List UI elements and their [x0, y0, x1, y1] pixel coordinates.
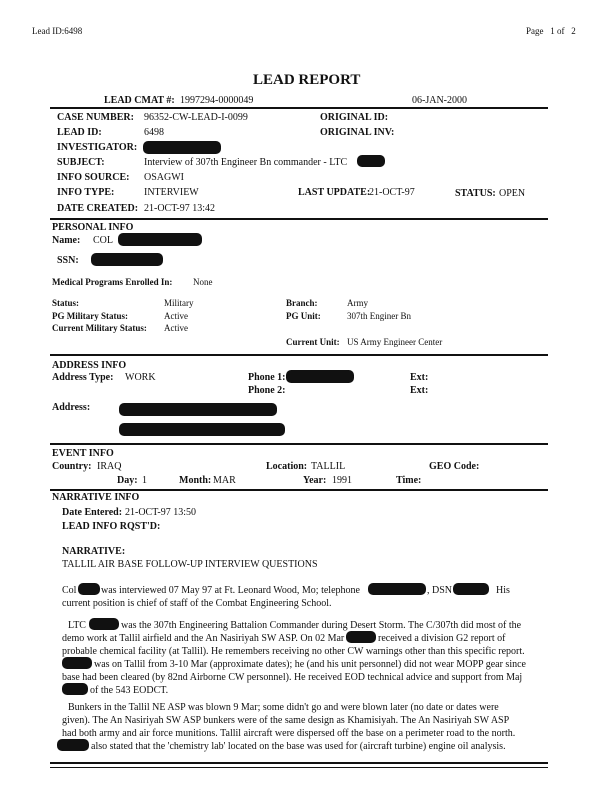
phone1-label: Phone 1: — [248, 372, 286, 383]
branch-label: Branch: — [286, 298, 318, 308]
investigator-label: INVESTIGATOR: — [57, 142, 138, 153]
page-of: of — [557, 26, 565, 36]
p2-maj-redaction — [62, 683, 88, 695]
ssn-redaction — [91, 253, 163, 266]
medical-label: Medical Programs Enrolled In: — [52, 277, 173, 287]
ext1-label: Ext: — [410, 372, 429, 383]
event-info-heading: EVENT INFO — [52, 448, 114, 459]
current-military-label: Current Military Status: — [52, 323, 147, 333]
case-number-label: CASE NUMBER: — [57, 112, 134, 123]
p2-line-g: of the 543 EODCT. — [90, 685, 169, 696]
bottom-rule-2 — [50, 767, 548, 768]
p2-ltc-redaction — [89, 618, 119, 630]
narrative-label: NARRATIVE: — [62, 546, 126, 557]
investigator-redaction — [143, 141, 221, 154]
geo-code-label: GEO Code: — [429, 461, 480, 472]
page-number: 1 — [550, 26, 555, 36]
p1-his: His — [496, 585, 510, 596]
p2-line-c: received a division G2 report of — [378, 633, 506, 644]
p3-line-c: had both army and air force munitions. Tallil aircraft were dispersed off the base on a perimeter road to the north. — [62, 728, 516, 739]
info-type-label: INFO TYPE: — [57, 187, 115, 198]
name-value: COL — [93, 235, 113, 246]
month-label: Month: — [179, 475, 212, 486]
page-label: Page — [526, 26, 544, 36]
rule-event — [50, 489, 548, 491]
p2-line-e-redaction — [62, 657, 92, 669]
address-line1-redaction — [119, 403, 277, 416]
pg-military-value: Active — [164, 311, 188, 321]
p1-line-b: current position is chief of staff of the Combat Engineering School. — [62, 598, 332, 609]
date-created-label: DATE CREATED: — [57, 203, 139, 214]
case-number: 96352-CW-LEAD-I-0099 — [144, 112, 248, 123]
p2-line-a: was the 307th Engineering Battalion Commander during Desert Storm. The C/307th did most of the — [121, 620, 522, 631]
last-update-label: LAST UPDATE: — [298, 187, 371, 198]
lead-id: 6498 — [144, 127, 164, 138]
address-type-value: WORK — [125, 372, 156, 383]
top-rule — [50, 107, 548, 109]
p3-line-a: Bunkers in the Tallil NE ASP was blown 9 Mar; some didn't go and were blown later (no date or dates were — [68, 702, 499, 713]
lead-id-header: Lead ID:6498 — [32, 26, 83, 36]
page-title: LEAD REPORT — [253, 72, 361, 88]
rule-case — [50, 218, 548, 220]
p1-dsn-redaction — [453, 583, 489, 595]
date-entered-label: Date Entered: — [62, 507, 123, 518]
lead-id-label: LEAD ID: — [57, 127, 102, 138]
info-type: INTERVIEW — [144, 187, 199, 198]
address-label: Address: — [52, 402, 91, 413]
p1-line-a: was interviewed 07 May 97 at Ft. Leonard Wood, Mo; telephone — [101, 585, 360, 596]
original-inv-label: ORIGINAL INV: — [320, 127, 395, 138]
country-label: Country: — [52, 461, 92, 472]
location-value: TALLIL — [311, 461, 346, 472]
name-label: Name: — [52, 235, 81, 246]
year-value: 1991 — [332, 475, 352, 486]
lead-rqst-label: LEAD INFO RQST'D: — [62, 521, 161, 532]
p1-dsn: , DSN — [427, 585, 453, 596]
date-created: 21-OCT-97 13:42 — [144, 203, 216, 214]
p3-line-d: also stated that the 'chemistry lab' located on the base was used for (aircraft turbine) engine oil analysis. — [91, 741, 506, 752]
day-value: 1 — [142, 475, 147, 486]
bottom-rule-1 — [50, 762, 548, 764]
p2-line-e: was on Tallil from 3-10 Mar (approximate dates); he (and his unit personnel) did not wear MOPP gear since — [94, 659, 526, 670]
address-type-label: Address Type: — [52, 372, 114, 383]
day-label: Day: — [117, 475, 138, 486]
pg-unit-value: 307th Enginer Bn — [347, 311, 411, 321]
page-indicator — [526, 26, 576, 36]
pg-military-label: PG Military Status: — [52, 311, 128, 321]
subject: Interview of 307th Engineer Bn commander - LTC — [144, 157, 348, 168]
last-update: 21-OCT-97 — [369, 187, 415, 198]
cmat-label: LEAD CMAT #: — [104, 95, 175, 106]
phone1-redaction — [286, 370, 354, 383]
p1-name-redaction — [78, 583, 100, 595]
p2-line-f: base had been cleared (by 82nd Airborne CW personnel). He received EOD technical advice and support from Maj — [62, 672, 523, 683]
year-label: Year: — [303, 475, 327, 486]
p2-line-d: probable chemical facility (at Tallil). He remembers receiving no other CW warnings other than this specific report. — [62, 646, 525, 657]
p3-line-b: given). The An Nasiriyah SW ASP bunkers were of the same design as Khamisiyah. The An Nasiriyah SW ASP — [62, 715, 510, 726]
cmat-value: 1997294-0000049 — [180, 95, 254, 106]
current-unit-label: Current Unit: — [286, 337, 340, 347]
address-line2-redaction — [119, 423, 285, 436]
status-label: STATUS: — [455, 188, 496, 199]
narrative-info-heading: NARRATIVE INFO — [52, 492, 140, 503]
p1-phone-redaction — [368, 583, 426, 595]
branch-value: Army — [347, 298, 368, 308]
report-date: 06-JAN-2000 — [412, 95, 467, 106]
p3-line-d-redaction — [57, 739, 89, 751]
original-id-label: ORIGINAL ID: — [320, 112, 389, 123]
name-redaction — [118, 233, 202, 246]
p1-col: Col — [62, 585, 77, 596]
country-value: IRAQ — [97, 461, 122, 472]
rule-address — [50, 443, 548, 445]
p2-ltc: LTC — [68, 620, 86, 631]
info-source: OSAGWI — [144, 172, 184, 183]
ssn-label: SSN: — [57, 255, 79, 266]
subject-label: SUBJECT: — [57, 157, 105, 168]
rule-personal — [50, 354, 548, 356]
subject-redaction — [357, 155, 385, 167]
medical-value: None — [193, 277, 213, 287]
address-info-heading: ADDRESS INFO — [52, 360, 127, 371]
phone2-label: Phone 2: — [248, 385, 286, 396]
ext2-label: Ext: — [410, 385, 429, 396]
narrative-subtitle: TALLIL AIR BASE FOLLOW-UP INTERVIEW QUESTIONS — [62, 559, 318, 570]
status-field-label: Status: — [52, 298, 80, 308]
status-field-value: Military — [164, 298, 194, 308]
month-value: MAR — [213, 475, 236, 486]
current-military-value: Active — [164, 323, 188, 333]
p2-line-b: demo work at Tallil airfield and the An Nasiriyah SW ASP. On 02 Mar — [62, 633, 345, 644]
page-total: 2 — [571, 26, 576, 36]
time-label: Time: — [396, 475, 422, 486]
info-source-label: INFO SOURCE: — [57, 172, 130, 183]
p2-mar-redaction — [346, 631, 376, 643]
location-label: Location: — [266, 461, 308, 472]
personal-info-heading: PERSONAL INFO — [52, 222, 134, 233]
date-entered-value: 21-OCT-97 13:50 — [125, 507, 197, 518]
status-value: OPEN — [499, 188, 526, 199]
pg-unit-label: PG Unit: — [286, 311, 321, 321]
current-unit-value: US Army Engineer Center — [347, 337, 443, 347]
